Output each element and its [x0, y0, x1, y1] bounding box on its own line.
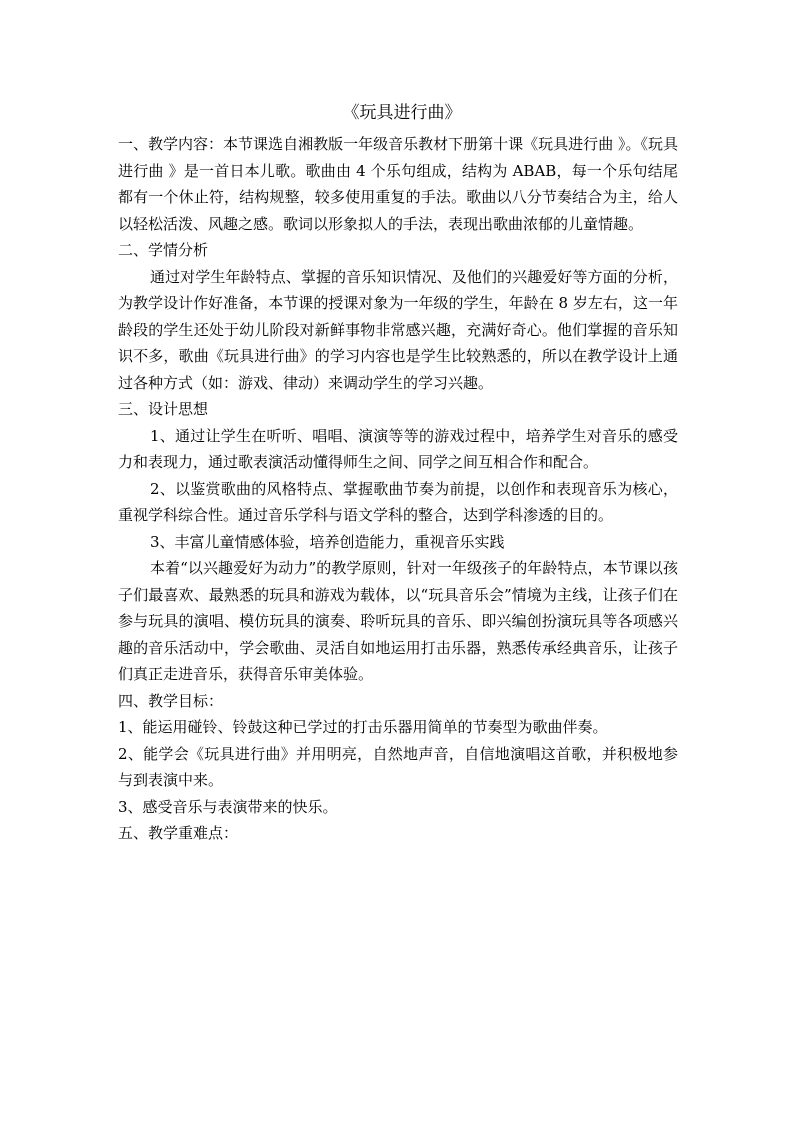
goal-item-2: 2、能学会《玩具进行曲》并用明亮，自然地声音，自信地演唱这首歌，并积极地参与到表演中来。	[118, 744, 678, 789]
heading-key-difficulties: 五、教学重难点：	[118, 824, 239, 842]
document-page	[118, 95, 678, 847]
heading-design-thinking: 三、设计思想	[118, 400, 209, 418]
heading-learning-analysis: 二、学情分析	[118, 241, 209, 259]
goal-item-1: 1、能运用碰铃、铃鼓这种已学过的打击乐器用简单的节奏型为歌曲伴奏。	[118, 718, 608, 736]
heading-teaching-goals: 四、教学目标：	[118, 691, 224, 710]
paragraph-design-point-1: 1、通过让学生在听听、唱唱、演演等等的游戏过程中，培养学生对音乐的感受力和表现力，通过歌表演活动懂得师生之间、同学之间互相合作和配合。	[118, 426, 678, 471]
paragraph-design-point-2: 2、以鉴赏歌曲的风格特点、掌握歌曲节奏为前提，以创作和表现音乐为核心，重视学科综合性。通过音乐学科与语文学科的整合，达到学科渗透的目的。	[118, 479, 678, 524]
document-title: 《玩具进行曲》	[342, 103, 462, 123]
goal-item-3: 3、感受音乐与表演带来的快乐。	[118, 797, 338, 816]
paragraph-learning-analysis: 通过对学生年龄特点、掌握的音乐知识情况、及他们的兴趣爱好等方面的分析，为教学设计作好准备，本节课的授课对象为一年级的学生，年龄在 8 岁左右，这一年龄段的学生还处于幼儿阶段对新鲜事物非常感兴趣，充满好奇心。他们掌握的音乐知识不多，歌曲《玩具进行曲》的学习内容也是学生比较熟悉的，所以在教学设计上通过各种方式（如：游戏、律动）来调动学生的学习兴趣。	[118, 267, 678, 392]
section-teaching-content: 一、教学内容：本节课选自湘教版一年级音乐教材下册第十课《玩具进行曲 》。《玩具进行曲 》是一首日本儿歌。歌曲由 4 个乐句组成，结构为 ABAB，每一个乐句结尾都有一个休止符，结构规整，较多使用重复的手法。歌曲以八分节奏结合为主，给人以轻松活泼、风趣之感。歌词以形象拟人的手法，表现出歌曲浓郁的儿童情趣。	[118, 135, 678, 233]
paragraph-teaching-principle: 本着“以兴趣爱好为动力”的教学原则，针对一年级孩子的年龄特点，本节课以孩子们最喜欢、最熟悉的玩具和游戏为载体，以“玩具音乐会”情境为主线，让孩子们在参与玩具的演唱、模仿玩具的演奏、聆听玩具的音乐、即兴编创扮演玩具等各项感兴趣的音乐活动中，学会歌曲、灵活自如地运用打击乐器，熟悉传承经典音乐，让孩子们真正走进音乐，获得音乐审美体验。	[118, 559, 678, 683]
paragraph-design-point-3: 3、丰富儿童情感体验，培养创造能力，重视音乐实践	[150, 532, 505, 551]
